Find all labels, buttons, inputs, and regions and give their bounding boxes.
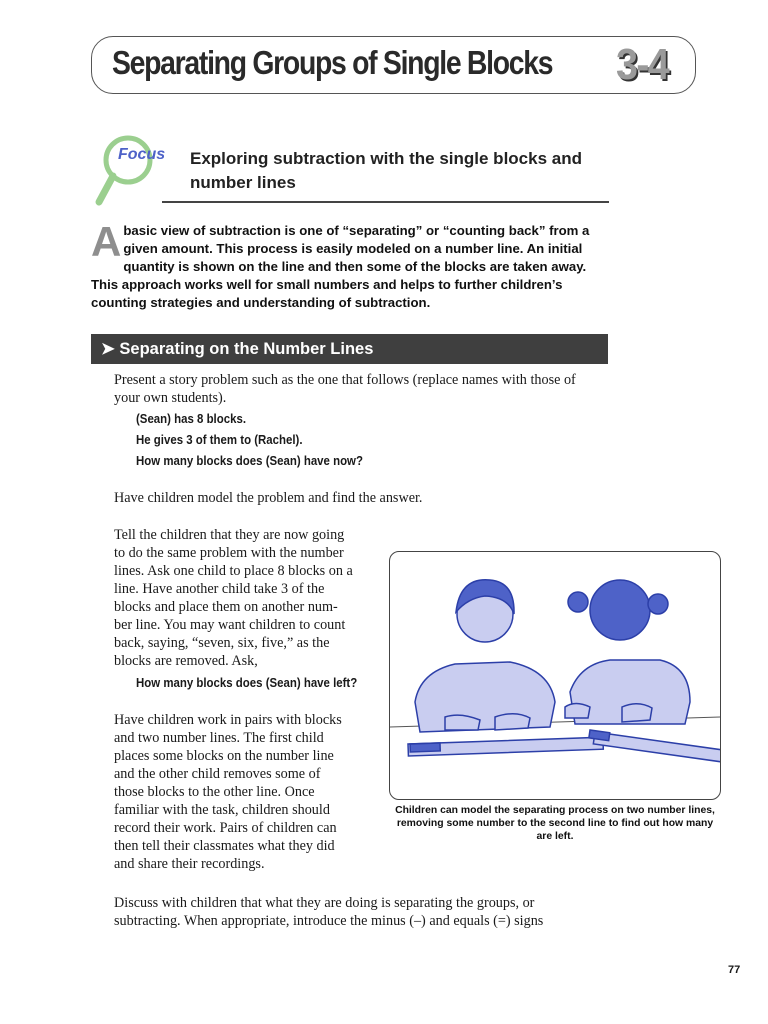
text-line: then tell their classmates what they did — [114, 838, 335, 854]
text-line: blocks are removed. Ask, — [114, 653, 258, 669]
text-line: ber line. You may want children to count — [114, 617, 346, 633]
intro-text: basic view of subtraction is one of “separating” or “counting back” from a given amount. This process is easily modeled on a number line. An initial quantity is shown on the line and then some of the blocks are taken away. This approach works well for small numbers and helps to further children’s counting strategies and understanding of subtraction. — [91, 223, 590, 310]
text-line: Tell the children that they are now going — [114, 527, 345, 543]
question-line: How many blocks does (Sean) have left? — [136, 675, 358, 690]
paragraph-story-intro: Present a story problem such as the one that follows (replace names with those of your own students). — [114, 372, 576, 406]
text-line: familiar with the task, children should — [114, 802, 330, 818]
focus-label-text: Focus — [118, 146, 166, 163]
text-line: and two number lines. The first child — [114, 730, 324, 746]
text-line: back, saying, “seven, six, five,” as the — [114, 635, 330, 651]
arrow-icon: ➤ — [101, 340, 115, 358]
text-line: blocks and place them on another num- — [114, 599, 338, 615]
paragraph-discuss — [114, 894, 634, 930]
intro-paragraph — [91, 218, 611, 312]
section-heading: Separating on the Number Lines — [119, 340, 374, 358]
text-line: to do the same problem with the number — [114, 545, 344, 561]
paragraph-number-lines — [114, 526, 384, 670]
lesson-number: 3-4 — [616, 40, 668, 89]
text-line: those blocks to the other line. Once — [114, 784, 315, 800]
focus-heading: Exploring subtraction with the single blocks and number lines — [190, 149, 582, 192]
focus-divider — [162, 201, 609, 203]
focus-label — [118, 146, 165, 164]
story-line: (Sean) has 8 blocks. — [136, 411, 246, 426]
text-line: line. Have another child take 3 of the — [114, 581, 325, 597]
story-line: How many blocks does (Sean) have now? — [136, 453, 363, 468]
text-line: places some blocks on the number line — [114, 748, 334, 764]
text-line: and share their recordings. — [114, 856, 265, 872]
page-number: 77 — [728, 964, 741, 976]
text-line: lines. Ask one child to place 8 blocks on a — [114, 563, 353, 579]
illustration-frame — [389, 551, 721, 800]
section-heading-bar — [91, 334, 608, 364]
page-title: Separating Groups of Single Blocks — [112, 44, 553, 81]
paragraph-model: Have children model the problem and find the answer. — [114, 490, 423, 506]
figure-caption: Children can model the separating process on two number lines, removing some number to the second line to find out how many are left. — [395, 805, 715, 842]
text-line: subtracting. When appropriate, introduce the minus (–) and equals (=) signs — [114, 913, 544, 929]
text-line: record their work. Pairs of children can — [114, 820, 337, 836]
story-line: He gives 3 of them to (Rachel). — [136, 432, 303, 447]
children-illustration — [390, 552, 721, 800]
text-line: Discuss with children that what they are doing is separating the groups, or — [114, 895, 535, 911]
text-line: Have children work in pairs with blocks — [114, 712, 342, 728]
text-line: and the other child removes some of — [114, 766, 321, 782]
paragraph-pairs — [114, 711, 384, 873]
drop-cap: A — [91, 218, 122, 265]
